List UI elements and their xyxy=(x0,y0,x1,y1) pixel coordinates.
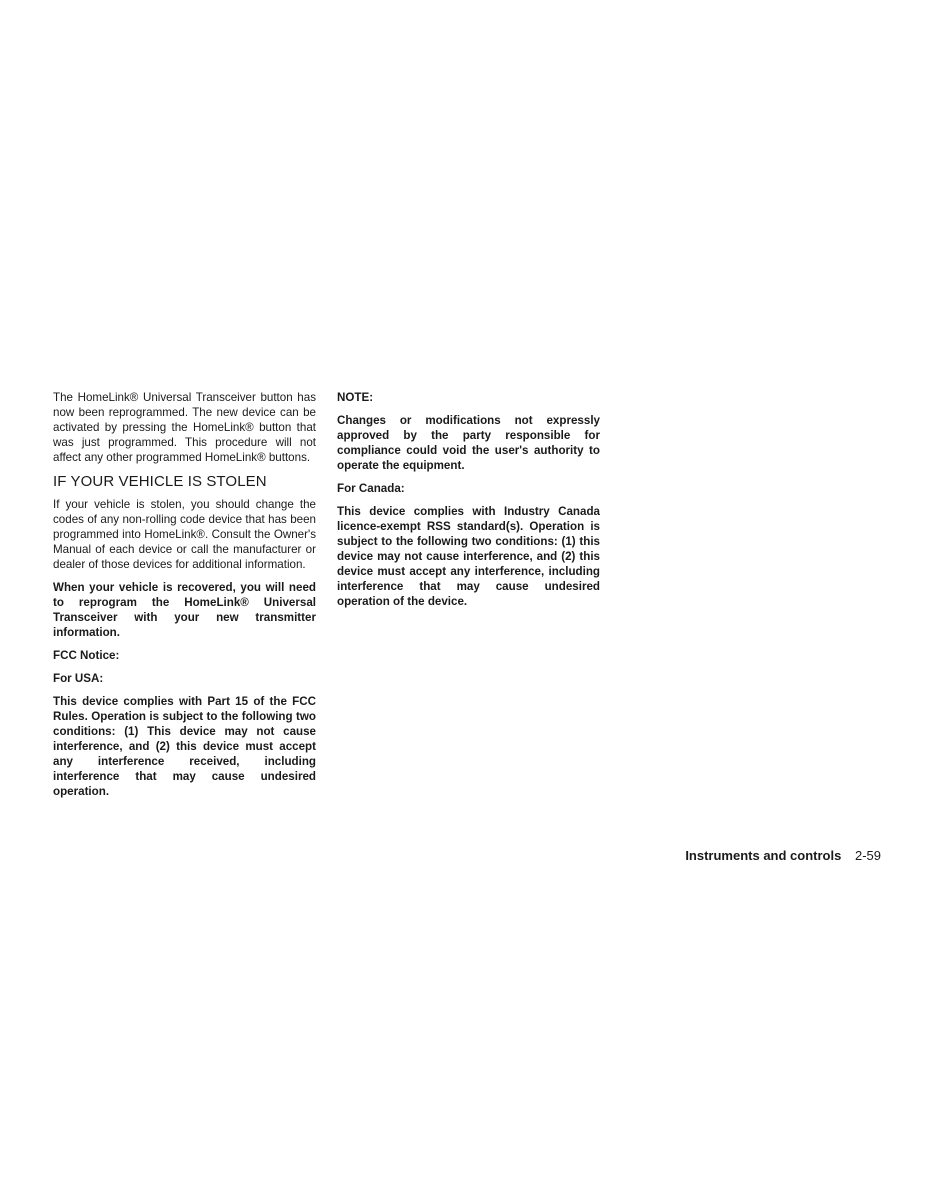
footer-section-title: Instruments and controls xyxy=(685,848,842,863)
page-number: 2-59 xyxy=(854,848,881,863)
right-column xyxy=(337,390,600,617)
note-label: NOTE: xyxy=(337,391,374,404)
vehicle-recovered-paragraph: When your vehicle is recovered, you will need to reprogram the HomeLink® Universal Transceiver with your new transmitter information. xyxy=(53,581,316,639)
usa-compliance-paragraph: This device complies with Part 15 of the FCC Rules. Operation is subject to the following two conditions: (1) This device may not cause interference, and (2) this device must accept any interference received, including interference that may cause undesired operation. xyxy=(53,695,316,798)
left-column xyxy=(53,390,316,807)
stolen-vehicle-heading: IF YOUR VEHICLE IS STOLEN xyxy=(53,473,267,490)
stolen-vehicle-paragraph: If your vehicle is stolen, you should change the codes of any non-rolling code device that has been programmed into HomeLink®. Consult the Owner's Manual of each device or call the manufacturer or dealer of those devices for additional information. xyxy=(53,498,316,571)
for-canada-label: For Canada: xyxy=(337,482,405,495)
homelink-reprogrammed-paragraph: The HomeLink® Universal Transceiver button has now been reprogrammed. The new device can be activated by pressing the HomeLink® button that was just programmed. This procedure will not affect any other programmed HomeLink® buttons. xyxy=(53,391,316,464)
modifications-note-paragraph: Changes or modifications not expressly approved by the party responsible for compliance could void the user's authority to operate the equipment. xyxy=(337,414,600,472)
canada-compliance-paragraph: This device complies with Industry Canada licence-exempt RSS standard(s). Operation is subject to the following two conditions: (1) this device may not cause interference, and (2) this device must accept any interference, including interference that may cause undesired operation of the device. xyxy=(337,505,600,608)
page-footer xyxy=(685,848,881,864)
fcc-notice-label: FCC Notice: xyxy=(53,649,120,662)
for-usa-label: For USA: xyxy=(53,672,104,685)
